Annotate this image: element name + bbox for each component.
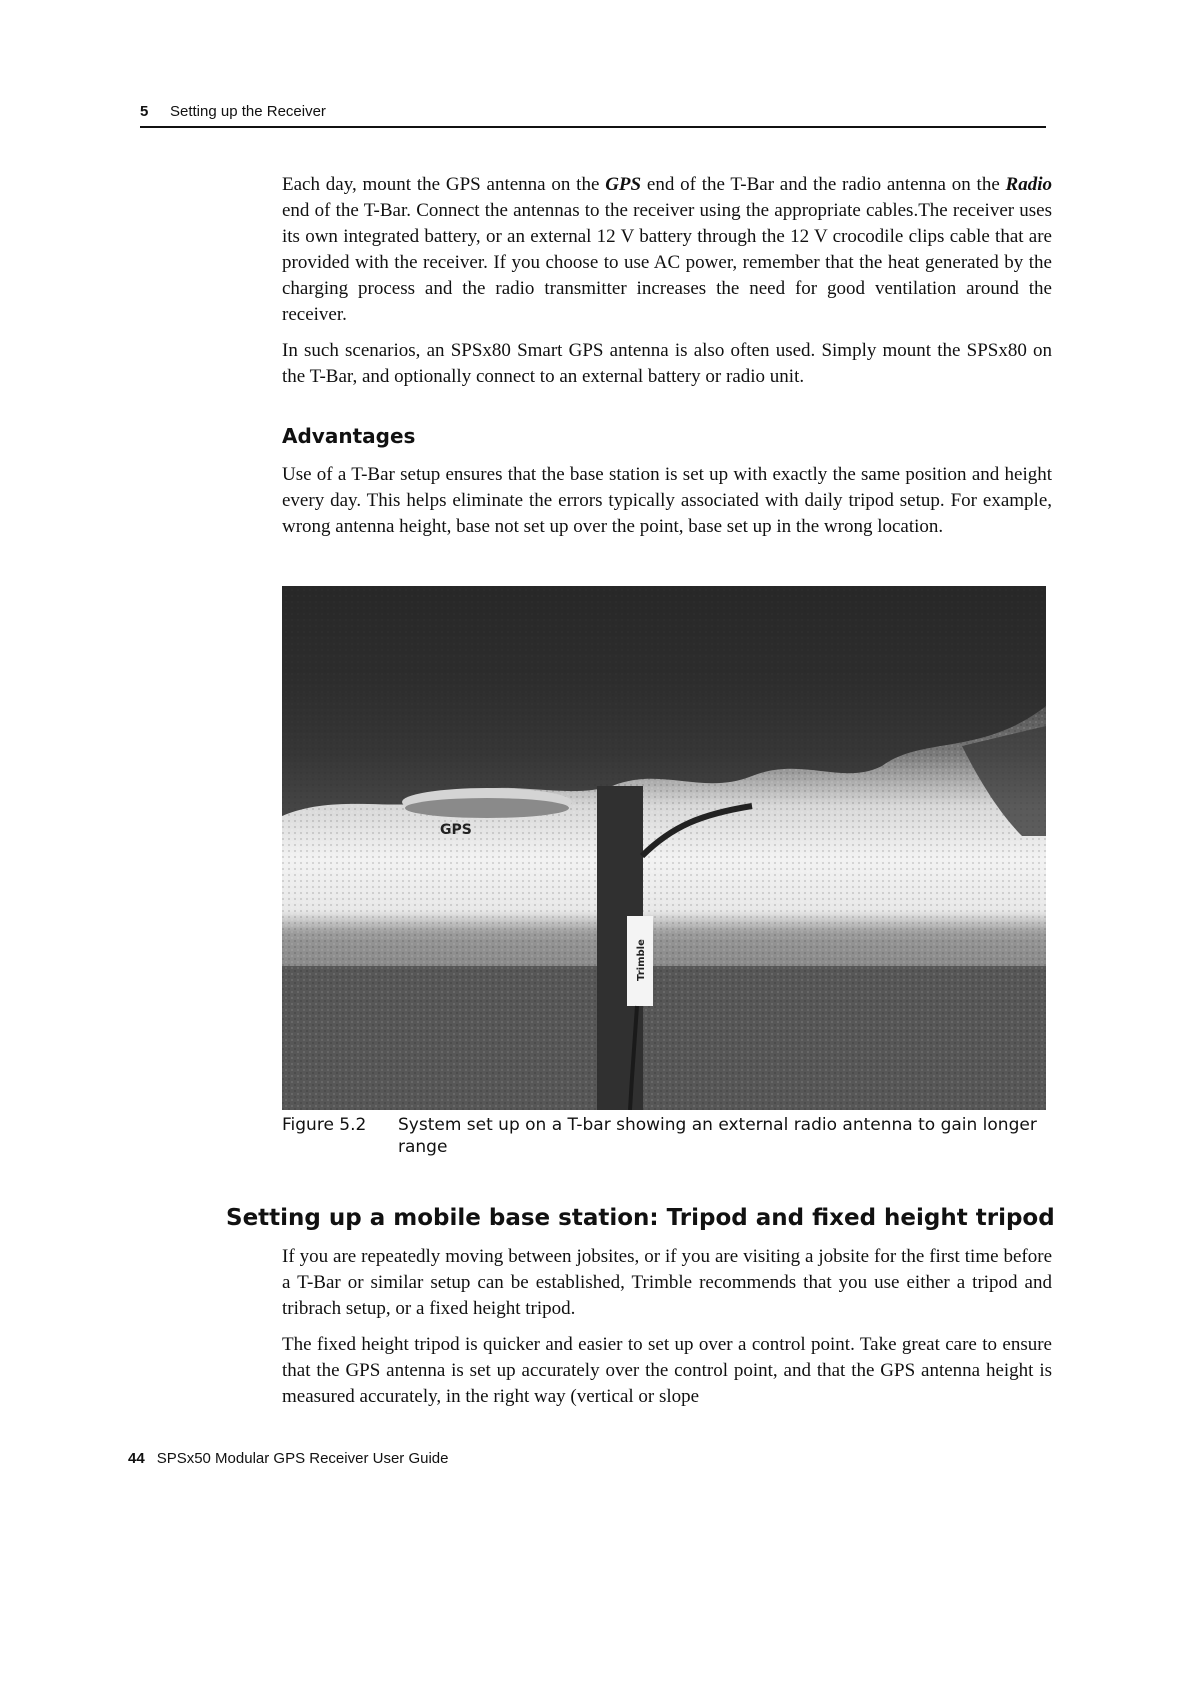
text-run: Each day, mount the GPS antenna on the bbox=[282, 174, 606, 195]
intro-section bbox=[282, 172, 1052, 390]
radio-emphasis: Radio bbox=[1005, 174, 1052, 195]
gps-label: GPS bbox=[440, 822, 472, 838]
guide-title: SPSx50 Modular GPS Receiver User Guide bbox=[156, 1450, 449, 1467]
chapter-number: 5 bbox=[140, 103, 149, 120]
section-heading: Setting up a mobile base station: Tripod and fixed height tripod bbox=[226, 1205, 1055, 1231]
advantages-paragraph: Use of a T-Bar setup ensures that the base station is set up with exactly the same position and height every day. This helps eliminate the errors typically associated with daily tripod setup. For example, wrong antenna height, base not set up over the point, base set up in the wrong location. bbox=[282, 464, 1052, 537]
figure-photo bbox=[282, 586, 1046, 1110]
page-number: 44 bbox=[128, 1450, 145, 1467]
intro-paragraph-2: In such scenarios, an SPSx80 Smart GPS antenna is also often used. Simply mount the SPSx80 on the T-Bar, and optionally connect to an external battery or radio unit. bbox=[282, 340, 1052, 387]
advantages-heading: Advantages bbox=[282, 424, 416, 448]
photo-illustration bbox=[282, 586, 1046, 1110]
figure-caption-text: System set up on a T-bar showing an external radio antenna to gain longer range bbox=[398, 1115, 1037, 1157]
brand-label: Trimble bbox=[636, 939, 647, 981]
text-run: end of the T-Bar and the radio antenna on the bbox=[641, 174, 1006, 195]
chapter-title: Setting up the Receiver bbox=[170, 103, 326, 120]
intro-paragraph-1 bbox=[282, 172, 1052, 328]
section-paragraph-1: If you are repeatedly moving between jobsites, or if you are visiting a jobsite for the first time before a T-Bar or similar setup can be established, Trimble recommends that you use either a tripod and tribrach setup, or a fixed height tripod. bbox=[282, 1246, 1052, 1319]
figure-caption bbox=[282, 1114, 1046, 1158]
running-header bbox=[140, 100, 1046, 128]
section-paragraph-2: The fixed height tripod is quicker and easier to set up over a control point. Take great care to ensure that the GPS antenna is set up accurately over the control point, and that the GPS antenna height is measured accurately, in the right way (vertical or slope bbox=[282, 1334, 1052, 1407]
text-run: end of the T-Bar. Connect the antennas to the receiver using the appropriate cables.The receiver uses its own integrated battery, or an external 12 V battery through the 12 V crocodile clips cable that are provided with the receiver. If you choose to use AC power, remember that the heat generated by the charging process and the radio transmitter increases the need for good ventilation around the receiver. bbox=[282, 200, 1052, 325]
gps-emphasis: GPS bbox=[605, 174, 642, 195]
section-body bbox=[282, 1244, 1052, 1410]
figure-number: Figure 5.2 bbox=[282, 1115, 367, 1135]
running-footer bbox=[128, 1450, 448, 1467]
